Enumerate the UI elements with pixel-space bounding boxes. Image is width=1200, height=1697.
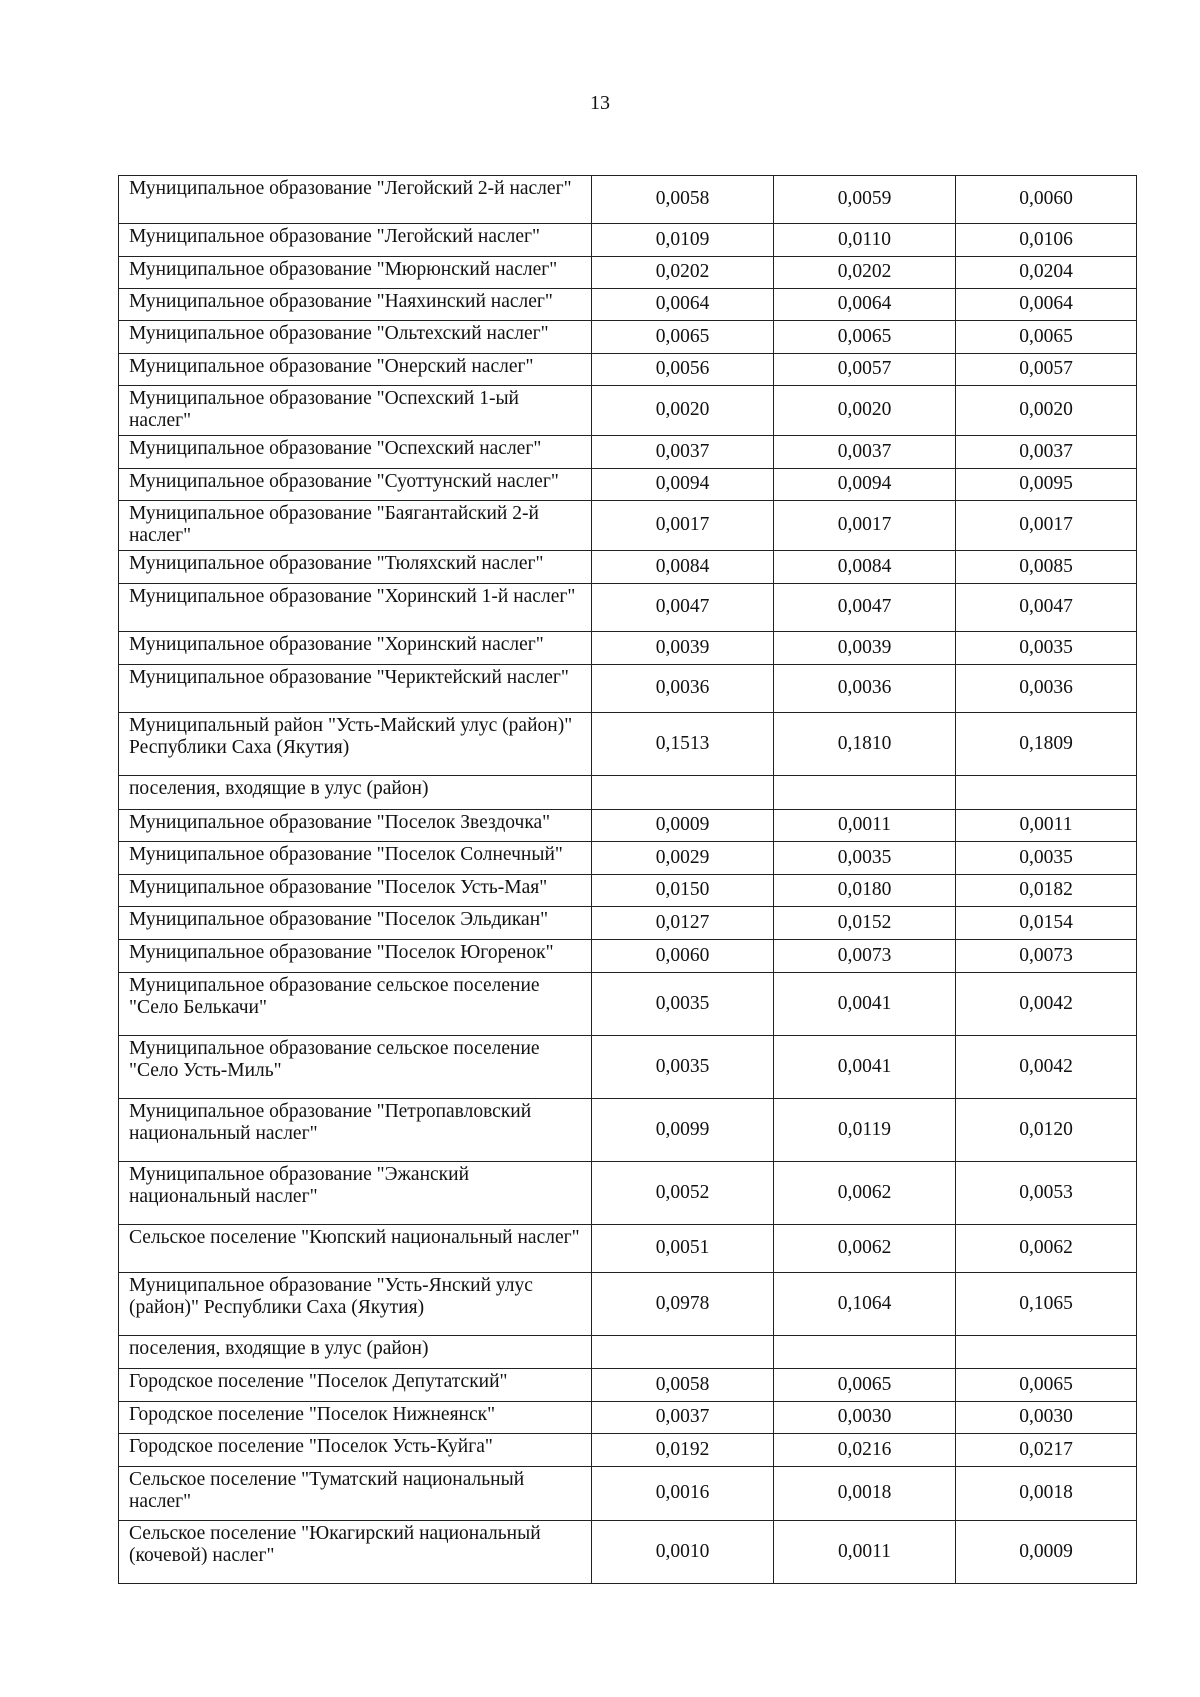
municipality-name-cell: Муниципальное образование "Легойский 2-й наслег" <box>119 176 592 224</box>
value-cell-1: 0,0017 <box>592 501 774 551</box>
value-cell-1: 0,0009 <box>592 810 774 842</box>
value-cell-1: 0,0127 <box>592 907 774 940</box>
table-row <box>119 176 1137 224</box>
municipality-name-cell: поселения, входящие в улус (район) <box>119 776 592 810</box>
municipality-name-cell: Муниципальное образование "Ольтехский наслег" <box>119 321 592 354</box>
value-cell-1: 0,0051 <box>592 1225 774 1273</box>
municipality-name-cell: Муниципальное образование "Легойский наслег" <box>119 224 592 257</box>
value-cell-1: 0,0035 <box>592 973 774 1036</box>
value-cell-1: 0,0010 <box>592 1521 774 1584</box>
value-cell-3: 0,0106 <box>956 224 1137 257</box>
municipality-name-cell: Сельское поселение "Юкагирский национальный (кочевой) наслег" <box>119 1521 592 1584</box>
municipality-name-cell: Муниципальное образование "Оспехский наслег" <box>119 436 592 469</box>
value-cell-3: 0,0217 <box>956 1434 1137 1467</box>
table-row <box>119 1467 1137 1521</box>
value-cell-2: 0,0011 <box>774 810 956 842</box>
value-cell-3: 0,0036 <box>956 665 1137 713</box>
table-body <box>119 176 1137 1584</box>
value-cell-2: 0,0030 <box>774 1402 956 1434</box>
value-cell-3: 0,0120 <box>956 1099 1137 1162</box>
value-cell-2: 0,0039 <box>774 632 956 665</box>
table-row <box>119 810 1137 842</box>
value-cell-1: 0,0029 <box>592 842 774 875</box>
value-cell-1: 0,0084 <box>592 551 774 584</box>
table-row <box>119 224 1137 257</box>
municipality-name-cell: Муниципальное образование сельское поселение "Село Белькачи" <box>119 973 592 1036</box>
table-row <box>119 776 1137 810</box>
page-number: 13 <box>590 92 610 114</box>
table-row <box>119 354 1137 386</box>
value-cell-2: 0,0037 <box>774 436 956 469</box>
value-cell-1: 0,0978 <box>592 1273 774 1336</box>
value-cell-3: 0,0035 <box>956 632 1137 665</box>
value-cell-3: 0,0064 <box>956 289 1137 321</box>
value-cell-2: 0,0017 <box>774 501 956 551</box>
municipality-name-cell: поселения, входящие в улус (район) <box>119 1336 592 1369</box>
value-cell-3: 0,0030 <box>956 1402 1137 1434</box>
value-cell-1 <box>592 1336 774 1369</box>
table-row <box>119 940 1137 973</box>
municipality-name-cell: Муниципальный район "Усть-Майский улус (район)" Республики Саха (Якутия) <box>119 713 592 776</box>
value-cell-3: 0,0037 <box>956 436 1137 469</box>
municipality-name-cell: Муниципальное образование сельское поселение "Село Усть-Миль" <box>119 1036 592 1099</box>
table-row <box>119 1099 1137 1162</box>
value-cell-3: 0,0154 <box>956 907 1137 940</box>
value-cell-1: 0,0094 <box>592 469 774 501</box>
value-cell-2: 0,0065 <box>774 1369 956 1402</box>
value-cell-1: 0,0039 <box>592 632 774 665</box>
value-cell-3: 0,0011 <box>956 810 1137 842</box>
municipality-name-cell: Муниципальное образование "Тюляхский наслег" <box>119 551 592 584</box>
value-cell-1 <box>592 776 774 810</box>
municipality-name-cell: Сельское поселение "Туматский национальный наслег" <box>119 1467 592 1521</box>
value-cell-2: 0,0011 <box>774 1521 956 1584</box>
value-cell-2: 0,0152 <box>774 907 956 940</box>
value-cell-3: 0,0018 <box>956 1467 1137 1521</box>
value-cell-3: 0,0065 <box>956 1369 1137 1402</box>
table-row <box>119 386 1137 436</box>
table-row <box>119 551 1137 584</box>
value-cell-3: 0,0095 <box>956 469 1137 501</box>
municipality-name-cell: Сельское поселение "Кюпский национальный наслег" <box>119 1225 592 1273</box>
table-row <box>119 1273 1137 1336</box>
value-cell-3: 0,1809 <box>956 713 1137 776</box>
value-cell-3: 0,0073 <box>956 940 1137 973</box>
table-row <box>119 1402 1137 1434</box>
municipality-name-cell: Муниципальное образование "Баягантайский 2-й наслег" <box>119 501 592 551</box>
value-cell-2: 0,0059 <box>774 176 956 224</box>
municipality-name-cell: Муниципальное образование "Петропавловский национальный наслег" <box>119 1099 592 1162</box>
value-cell-1: 0,0202 <box>592 257 774 289</box>
value-cell-2: 0,0020 <box>774 386 956 436</box>
municipality-name-cell: Муниципальное образование "Усть-Янский улус (район)" Республики Саха (Якутия) <box>119 1273 592 1336</box>
value-cell-2: 0,1064 <box>774 1273 956 1336</box>
table-row <box>119 584 1137 632</box>
municipality-name-cell: Городское поселение "Поселок Нижнеянск" <box>119 1402 592 1434</box>
table-row <box>119 842 1137 875</box>
value-cell-2: 0,0119 <box>774 1099 956 1162</box>
table-row <box>119 469 1137 501</box>
value-cell-1: 0,0109 <box>592 224 774 257</box>
municipality-name-cell: Муниципальное образование "Суоттунский наслег" <box>119 469 592 501</box>
table-row <box>119 713 1137 776</box>
table-row <box>119 289 1137 321</box>
value-cell-2: 0,0110 <box>774 224 956 257</box>
table-row <box>119 1336 1137 1369</box>
value-cell-1: 0,0064 <box>592 289 774 321</box>
value-cell-2: 0,0062 <box>774 1162 956 1225</box>
municipality-name-cell: Муниципальное образование "Мюрюнский наслег" <box>119 257 592 289</box>
municipality-name-cell: Муниципальное образование "Поселок Югоренок" <box>119 940 592 973</box>
value-cell-2 <box>774 776 956 810</box>
value-cell-3: 0,0053 <box>956 1162 1137 1225</box>
municipality-name-cell: Муниципальное образование "Хоринский 1-й наслег" <box>119 584 592 632</box>
table-row <box>119 436 1137 469</box>
table-row <box>119 501 1137 551</box>
value-cell-1: 0,0047 <box>592 584 774 632</box>
value-cell-1: 0,0016 <box>592 1467 774 1521</box>
value-cell-1: 0,0192 <box>592 1434 774 1467</box>
value-cell-2: 0,0041 <box>774 973 956 1036</box>
table-row <box>119 1036 1137 1099</box>
table-row <box>119 321 1137 354</box>
municipality-name-cell: Муниципальное образование "Хоринский наслег" <box>119 632 592 665</box>
value-cell-2: 0,0035 <box>774 842 956 875</box>
table-row <box>119 1434 1137 1467</box>
table-row <box>119 1521 1137 1584</box>
value-cell-2: 0,0216 <box>774 1434 956 1467</box>
municipality-name-cell: Муниципальное образование "Эжанский национальный наслег" <box>119 1162 592 1225</box>
value-cell-2: 0,0180 <box>774 875 956 907</box>
municipality-name-cell: Городское поселение "Поселок Депутатский" <box>119 1369 592 1402</box>
municipality-name-cell: Муниципальное образование "Поселок Солнечный" <box>119 842 592 875</box>
value-cell-3 <box>956 776 1137 810</box>
value-cell-2: 0,0064 <box>774 289 956 321</box>
value-cell-2: 0,0041 <box>774 1036 956 1099</box>
value-cell-1: 0,0058 <box>592 1369 774 1402</box>
value-cell-3: 0,0042 <box>956 1036 1137 1099</box>
value-cell-3: 0,0062 <box>956 1225 1137 1273</box>
table-row <box>119 907 1137 940</box>
value-cell-2 <box>774 1336 956 1369</box>
value-cell-3: 0,0035 <box>956 842 1137 875</box>
value-cell-3: 0,0182 <box>956 875 1137 907</box>
value-cell-3: 0,0009 <box>956 1521 1137 1584</box>
table-row <box>119 1162 1137 1225</box>
value-cell-2: 0,0018 <box>774 1467 956 1521</box>
table-row <box>119 257 1137 289</box>
municipality-name-cell: Муниципальное образование "Наяхинский наслег" <box>119 289 592 321</box>
value-cell-1: 0,0065 <box>592 321 774 354</box>
value-cell-3: 0,0047 <box>956 584 1137 632</box>
value-cell-2: 0,0047 <box>774 584 956 632</box>
table-row <box>119 1225 1137 1273</box>
value-cell-2: 0,0202 <box>774 257 956 289</box>
value-cell-3: 0,0065 <box>956 321 1137 354</box>
value-cell-1: 0,0052 <box>592 1162 774 1225</box>
value-cell-1: 0,0037 <box>592 1402 774 1434</box>
value-cell-1: 0,0060 <box>592 940 774 973</box>
value-cell-2: 0,0057 <box>774 354 956 386</box>
value-cell-2: 0,0036 <box>774 665 956 713</box>
municipality-name-cell: Городское поселение "Поселок Усть-Куйга" <box>119 1434 592 1467</box>
value-cell-2: 0,0073 <box>774 940 956 973</box>
value-cell-1: 0,1513 <box>592 713 774 776</box>
table-row <box>119 632 1137 665</box>
value-cell-2: 0,0065 <box>774 321 956 354</box>
municipality-name-cell: Муниципальное образование "Поселок Звездочка" <box>119 810 592 842</box>
value-cell-3: 0,1065 <box>956 1273 1137 1336</box>
value-cell-1: 0,0150 <box>592 875 774 907</box>
value-cell-2: 0,0062 <box>774 1225 956 1273</box>
value-cell-3: 0,0085 <box>956 551 1137 584</box>
table-row <box>119 665 1137 713</box>
municipality-name-cell: Муниципальное образование "Оспехский 1-ый наслег" <box>119 386 592 436</box>
municipality-name-cell: Муниципальное образование "Поселок Эльдикан" <box>119 907 592 940</box>
value-cell-3: 0,0204 <box>956 257 1137 289</box>
value-cell-1: 0,0020 <box>592 386 774 436</box>
municipality-name-cell: Муниципальное образование "Онерский наслег" <box>119 354 592 386</box>
municipality-name-cell: Муниципальное образование "Поселок Усть-Мая" <box>119 875 592 907</box>
value-cell-1: 0,0035 <box>592 1036 774 1099</box>
value-cell-3: 0,0057 <box>956 354 1137 386</box>
value-cell-3: 0,0017 <box>956 501 1137 551</box>
value-cell-3 <box>956 1336 1137 1369</box>
table-row <box>119 875 1137 907</box>
value-cell-1: 0,0056 <box>592 354 774 386</box>
value-cell-2: 0,0084 <box>774 551 956 584</box>
value-cell-2: 0,0094 <box>774 469 956 501</box>
value-cell-1: 0,0036 <box>592 665 774 713</box>
allocation-table <box>118 175 1137 1584</box>
value-cell-1: 0,0058 <box>592 176 774 224</box>
table-row <box>119 973 1137 1036</box>
value-cell-3: 0,0060 <box>956 176 1137 224</box>
table-row <box>119 1369 1137 1402</box>
value-cell-1: 0,0099 <box>592 1099 774 1162</box>
value-cell-3: 0,0020 <box>956 386 1137 436</box>
value-cell-3: 0,0042 <box>956 973 1137 1036</box>
municipality-name-cell: Муниципальное образование "Чериктейский наслег" <box>119 665 592 713</box>
value-cell-1: 0,0037 <box>592 436 774 469</box>
value-cell-2: 0,1810 <box>774 713 956 776</box>
